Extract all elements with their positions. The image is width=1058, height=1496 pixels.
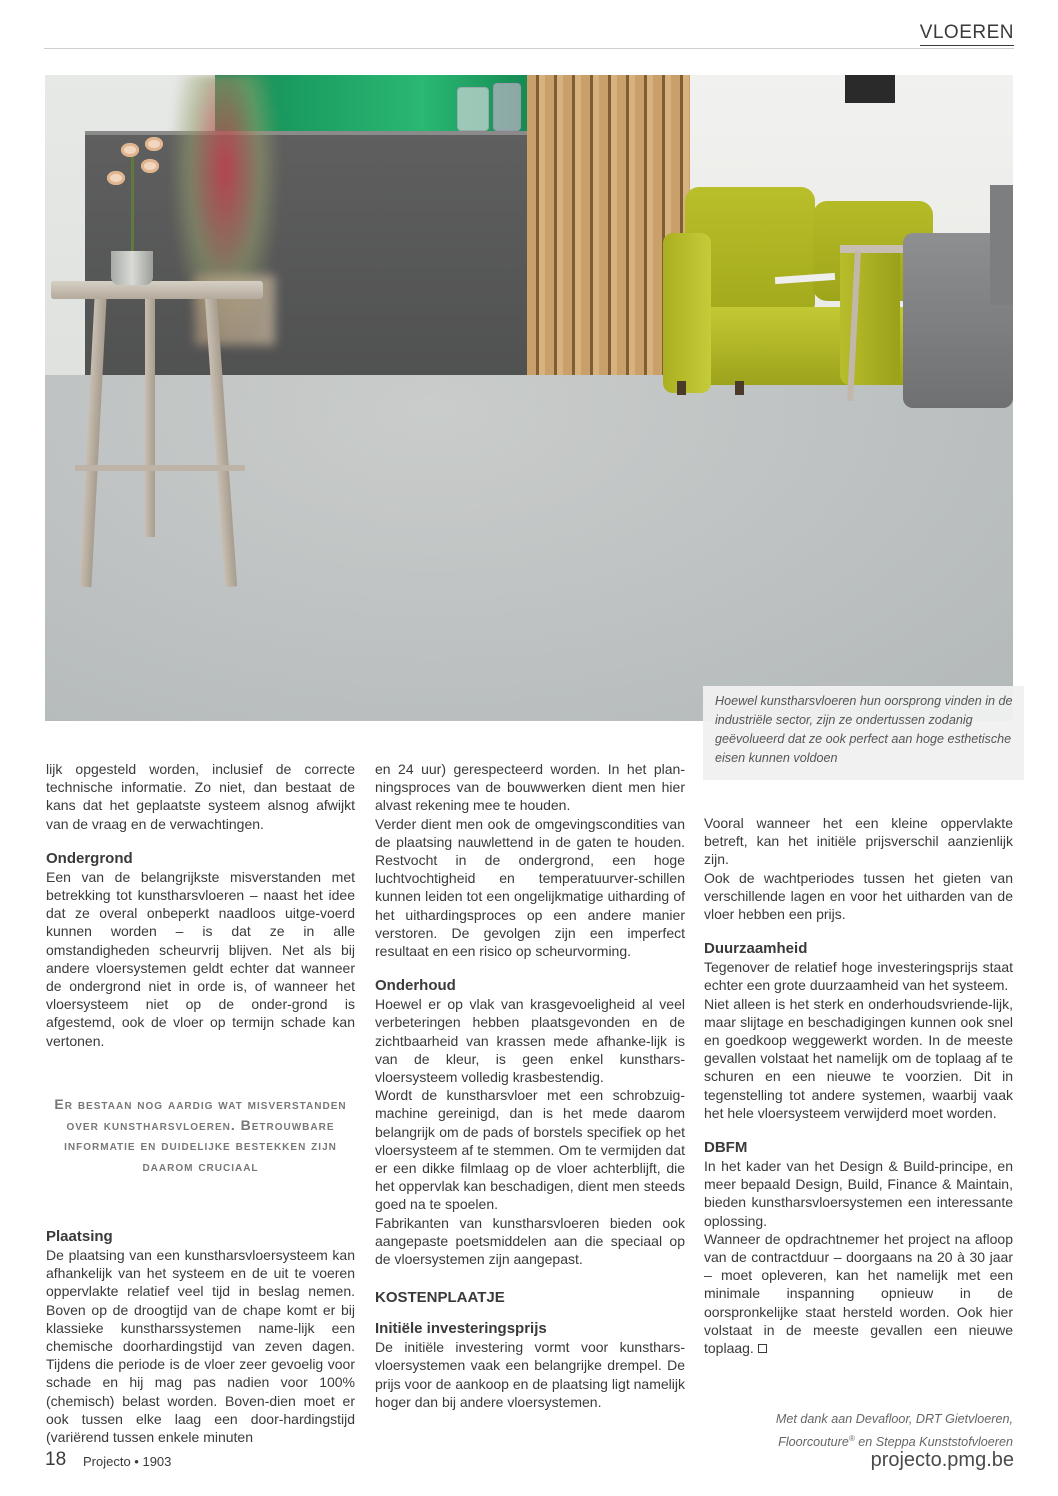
column-1 (46, 760, 355, 1050)
credits-line: Met dank aan Devafloor, DRT Gietvloeren, (775, 1412, 1013, 1426)
magazine-issue: Projecto • 1903 (83, 1454, 172, 1469)
glass-jar (457, 87, 489, 131)
page-number: 18 (45, 1449, 67, 1470)
end-of-article-icon (758, 1344, 767, 1353)
paragraph: In het kader van het Design & Build-principe, en meer bepaald Design, Build, Finance & Maintain, bieden kunstharsvloersystemen een interessante oplossing. (704, 1158, 1013, 1229)
orchid-flower (121, 143, 139, 157)
heading-ondergrond: Ondergrond (46, 849, 133, 867)
paragraph: Wordt de kunstharsvloer met een schrobzuig-machine gereinigd, dan is het mede daarom belangrijk om de pads of borstels specifiek op het vloersysteem af te stemmen. Om te vermijden dat er een dikke filmlaag op de vloer achterblijft, die het oppervlak kan beschadigen, dient men steeds goed na te spoelen. (375, 1087, 685, 1213)
reception-counter (85, 135, 575, 397)
paragraph: Tegenover de relatief hoge investeringsprijs staat echter een grote duurzaamheid van het systeem. (704, 959, 1013, 994)
heading-initiele-investeringsprijs: Initiële investeringsprijs (375, 1320, 547, 1338)
paragraph: De plaatsing van een kunstharsvloersysteem kan afhankelijk van het systeem en de uit te voeren oppervlakte relatief veel tijd in beslag nemen. Boven op de droogtijd van de chape komt er bij klassieke kunstharssystemen name-lijk een chemische doorhardingstijd van zeven dagen. Tijdens die periode is de vloer zeer gevoelig voor schade en hij mag pas nadien voor 100% (chemisch) belast worden. Boven-dien moet er ook tussen elke laag een door-hardingstijd (variërend tussen enkele minuten (46, 1247, 355, 1446)
flower-pot (111, 251, 153, 285)
paragraph: Hoewel er op vlak van krasgevoeligheid al veel verbeteringen hebben plaatsgevonden en de zichtbaarheid van krassen mede afhanke-lijk is van de kleur, is geen enkel kunsthars-vloersysteem volledig krasbestendig. (375, 996, 685, 1086)
paragraph: Vooral wanneer het een kleine oppervlakte betreft, kan het initiële prijsverschil aanzienlijk zijn. (704, 815, 1013, 868)
website-link[interactable]: projecto.pmg.be (870, 1449, 1014, 1471)
wall-frame (845, 75, 895, 103)
orchid-flower (107, 171, 125, 185)
orchid-flower (145, 137, 163, 151)
section-label: VLOEREN (920, 22, 1014, 46)
photo-caption (703, 686, 1024, 780)
interior-photo (45, 75, 1013, 721)
resin-floor (45, 375, 1013, 721)
paragraph: Verder dient men ook de omgevingscondities van de plaatsing nauwlettend in de gaten te houden. Restvocht in de ondergrond, een hoge luchtvochtigheid en temperatuurver-schillen kunnen leiden tot een ongelijkmatige uitharding of het uithardingsproces op een andere manier verstoren. De gevolgen zijn een imperfect resultaat en een risico op scheurvorming. (375, 815, 685, 960)
paragraph: Een van de belangrijkste misverstanden met betrekking tot kunstharsvloeren – naast het idee dat ze overal onbeperkt naadloos uitge-voerd kunnen worden – is dat ze in alle omstandigheden scheurvrij blijven. Net als bij andere vloersystemen geldt echter dat wanneer de ondergrond niet in orde is, of wanneer het vloersysteem niet op de onder-grond is afgestemd, ook de vloer op termijn schade kan vertonen. (46, 868, 355, 1049)
paragraph: De initiële investering vormt voor kunsthars-vloersystemen vaak een belangrijke drempel. De prijs voor de aankoop en de plaatsing ligt namelijk hoger dan bij andere vloersystemen. (375, 1339, 685, 1410)
column-3 (704, 814, 1013, 1357)
paragraph-text: Wanneer de opdrachtnemer het project na afloop van de contractduur – doorgaans na 20 à 30 jaar – moet opleveren, kan het namelijk met een minimale inspanning opnieuw in de oorspronkelijke staat hersteld worden. Ook hier volstaat in de meeste gevallen een nieuwe toplaag. (704, 1230, 1013, 1357)
paragraph: Ook de wachtperiodes tussen het gieten van verschillende lagen en voor het uitharden van de vloer hebben een prijs. (704, 869, 1013, 923)
top-rule (44, 48, 1014, 49)
chair-foot (735, 381, 744, 395)
credits-name: Floorcouture (778, 1435, 849, 1450)
table-shelf (75, 465, 245, 471)
yellow-armchair-arm (663, 233, 711, 393)
pull-quote: Er bestaan nog aardig wat misverstanden over kunstharsvloeren. Betrouwbare informatie en duidelijke bestekken zijn daarom cruciaal (54, 1096, 347, 1174)
heading-onderhoud: Onderhoud (375, 977, 456, 995)
paragraph: Niet alleen is het sterk en onderhoudsvriende-lijk, maar slijtage en beschadigingen kunnen ook snel en goedkoop weggewerkt worden. In de meeste gevallen volstaat het namelijk om de toplaag af te schuren en een nieuwe te voorzien. Dit in tegenstelling tot andere systemen, waarbij vaak het hele vloersysteem verwijderd moet worden. (704, 995, 1013, 1121)
chair-foot (677, 381, 686, 395)
orchid-stem (131, 155, 134, 255)
registered-mark: ® (848, 1434, 855, 1443)
credits-names: en Steppa Kunststofvloeren (854, 1435, 1013, 1450)
wooden-table-top (51, 281, 263, 299)
grey-armchair-back (990, 185, 1013, 305)
column-1-lower (46, 1227, 355, 1446)
paragraph: en 24 uur) gerespecteerd worden. In het plan-ningsproces van de bouwwerken dient men hier alvast rekening mee te houden. (375, 761, 685, 814)
paragraph (704, 1230, 1013, 1357)
heading-kostenplaatje: KOSTENPLAATJE (375, 1289, 505, 1307)
table-leg (145, 297, 155, 537)
credits (704, 1410, 1013, 1452)
glass-jar (493, 83, 521, 131)
heading-plaatsing: Plaatsing (46, 1228, 113, 1245)
column-2 (375, 760, 685, 1411)
photo-caption-text: Hoewel kunstharsvloeren hun oorsprong vinden in de industriële sector, zijn ze ondertussen zodanig geëvolueerd dat ze ook perfect aan hoge esthetische eisen kunnen voldoen (715, 694, 1013, 765)
paragraph: lijk opgesteld worden, inclusief de correcte technische informatie. Zo niet, dan bestaat de kans dat het geplaatste systeem alsnog afwijkt van de vraag en de verwachtingen. (46, 761, 355, 832)
heading-dbfm: DBFM (704, 1139, 748, 1157)
heading-duurzaamheid: Duurzaamheid (704, 940, 808, 958)
orchid-flower (141, 159, 159, 173)
paragraph: Fabrikanten van kunstharsvloeren bieden ook aangepaste poetsmiddelen aan die speciaal op de vloersystemen zijn aangepast. (375, 1214, 685, 1268)
